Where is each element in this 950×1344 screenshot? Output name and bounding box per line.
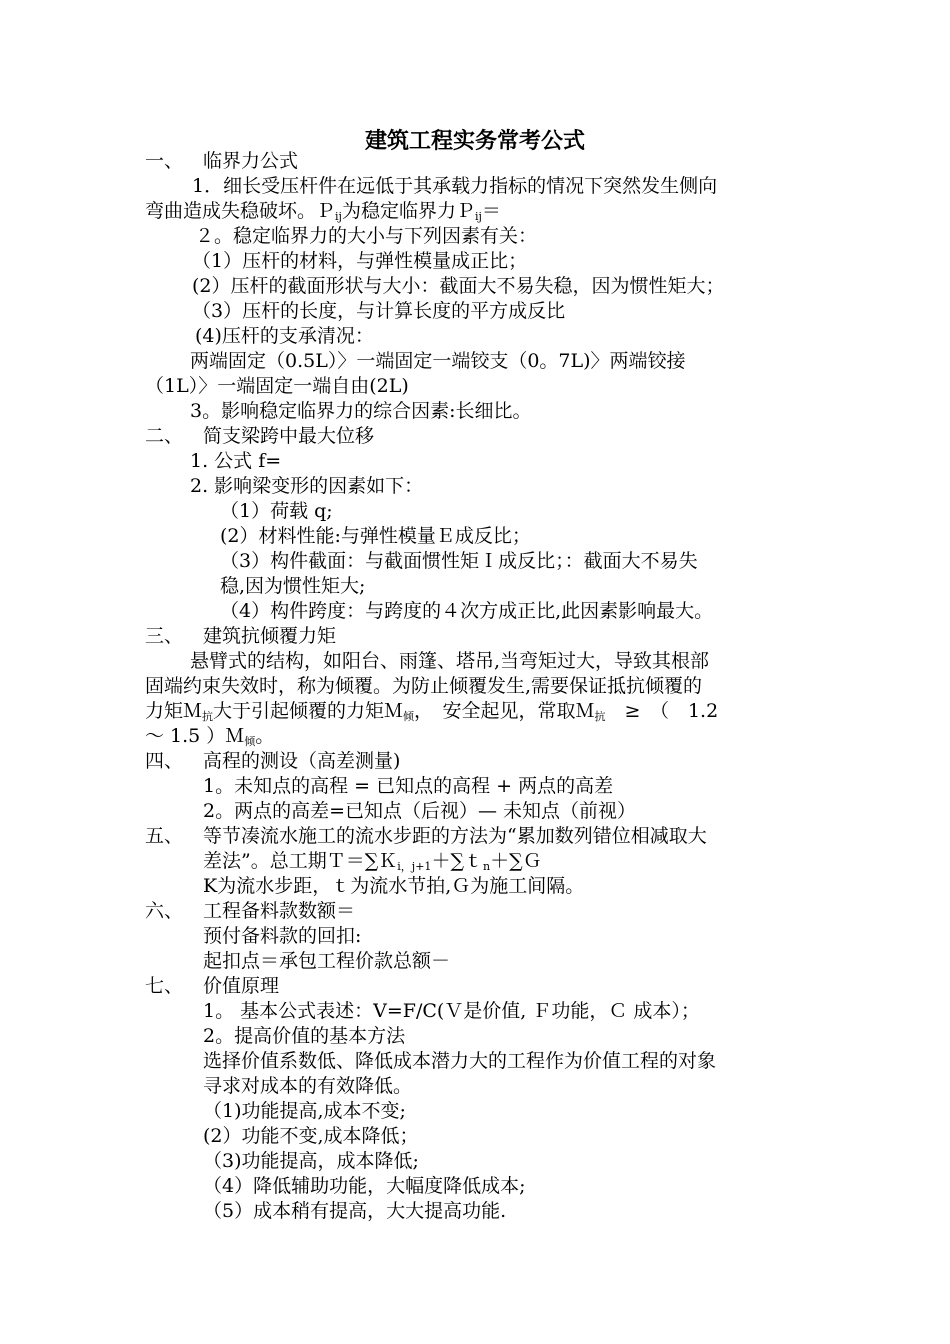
s3-line-4: ～ 1.5 ）Ｍ$_倾$。 [145, 725, 275, 748]
s1-para-1-line-2: 弯曲造成失稳破坏。Ｐ$_{ij}$为稳定临界力Ｐ$_{ij}$＝ [145, 200, 501, 223]
s2-item-3-line-1: （3）构件截面：与截面惯性矩Ｉ成反比；：截面大不易失 [220, 550, 698, 572]
s4-line-2: 2。两点的高差=已知点（后视）— 未知点（前视） [203, 800, 637, 822]
s2-item-3-line-2: 稳,因为惯性矩大; [220, 575, 366, 597]
section-2-number: 二、 [145, 425, 184, 447]
section-7-number: 七、 [145, 975, 184, 997]
section-1-number: 一、 [145, 150, 184, 172]
section-4-number: 四、 [145, 750, 184, 772]
s5-line-3: K为流水步距，ｔ为流水节拍,Ｇ为施工间隔。 [203, 875, 585, 897]
s6-line-3: 起扣点＝承包工程价款总额－ [203, 950, 451, 972]
section-4-heading: 高程的测设（高差测量) [203, 750, 401, 772]
s1-item-2: (2）压杆的截面形状与大小：截面大不易失稳，因为惯性矩大； [192, 275, 725, 297]
s6-line-2: 预付备料款的回扣: [203, 925, 362, 947]
section-6-number: 六、 [145, 900, 184, 922]
s7-item-1: （1)功能提高,成本不变; [203, 1100, 406, 1122]
s7-line-4: 寻求对成本的有效降低。 [203, 1075, 413, 1097]
s2-item-2: (2）材料性能:与弹性模量Ｅ成反比； [220, 525, 531, 547]
s3-line-2: 固端约束失效时，称为倾覆。为防止倾覆发生,需要保证抵抗倾覆的 [145, 675, 703, 697]
section-5-number: 五、 [145, 825, 184, 847]
document-title: 建筑工程实务常考公式 [364, 128, 585, 154]
section-3-number: 三、 [145, 625, 184, 647]
section-2-heading: 简支梁跨中最大位移 [203, 425, 375, 447]
s2-para-1: 1. 公式 f= [190, 450, 282, 472]
s2-item-1: （1）荷载 q; [220, 500, 333, 522]
s5-line-2: 差法”。总工期Ｔ＝∑Ｋ$_{i,j+1}$＋∑ｔ$_n$＋∑Ｇ [203, 850, 542, 873]
s1-para-1-line-1: 1．细长受压杆件在远低于其承载力指标的情况下突然发生侧向 [192, 175, 718, 197]
s7-item-4: （4）降低辅助功能，大幅度降低成本; [203, 1175, 526, 1197]
s3-line-3: 力矩Ｍ$_抗$大于引起倾覆的力矩Ｍ$_倾$， 安全起见，常取Ｍ$_抗$ ≥ （ 1.2 [145, 700, 719, 723]
s7-line-3: 选择价值系数低、降低成本潜力大的工程作为价值工程的对象 [203, 1050, 717, 1072]
s4-line-1: 1。未知点的高程 = 已知点的高程 + 两点的高差 [203, 775, 614, 797]
section-3-heading: 建筑抗倾覆力矩 [203, 625, 337, 647]
s1-item-1: （1）压杆的材料，与弹性模量成正比； [192, 250, 528, 272]
s1-para-2: ２。稳定临界力的大小与下列因素有关： [195, 225, 538, 247]
section-6-heading: 工程备料款数额＝ [203, 900, 356, 922]
section-1-heading: 临界力公式 [203, 150, 299, 172]
s2-para-2: 2. 影响梁变形的因素如下： [190, 475, 424, 497]
section-5-heading: 等节凑流水施工的流水步距的方法为“累加数列错位相减取大 [203, 825, 707, 847]
s2-item-4: （4）构件跨度：与跨度的４次方成正比,此因素影响最大。 [220, 600, 714, 622]
s3-line-1: 悬臂式的结构，如阳台、雨篷、塔吊,当弯矩过大，导致其根部 [190, 650, 710, 672]
s7-line-2: 2。提高价值的基本方法 [203, 1025, 406, 1047]
s7-item-2: (2）功能不变,成本降低； [203, 1125, 419, 1147]
s1-para-3: 3。影响稳定临界力的综合因素:长细比。 [190, 400, 532, 422]
s1-item-5-line-2: （1L）〉一端固定一端自由(2L) [145, 375, 409, 397]
s7-line-1: 1。 基本公式表述：V=F/C(Ｖ是价值, Ｆ功能，Ｃ 成本）； [203, 1000, 700, 1022]
s1-item-3: （3）压杆的长度，与计算长度的平方成反比 [192, 300, 566, 322]
s1-item-4: (4)压杆的支承清况： [195, 325, 374, 347]
s7-item-3: （3)功能提高，成本降低; [203, 1150, 419, 1172]
s7-item-5: （5）成本稍有提高，大大提高功能. [203, 1200, 507, 1222]
section-7-heading: 价值原理 [203, 975, 280, 997]
s1-item-5-line-1: 两端固定（0.5L）〉一端固定一端铰支（0。7L)〉两端铰接 [190, 350, 686, 372]
